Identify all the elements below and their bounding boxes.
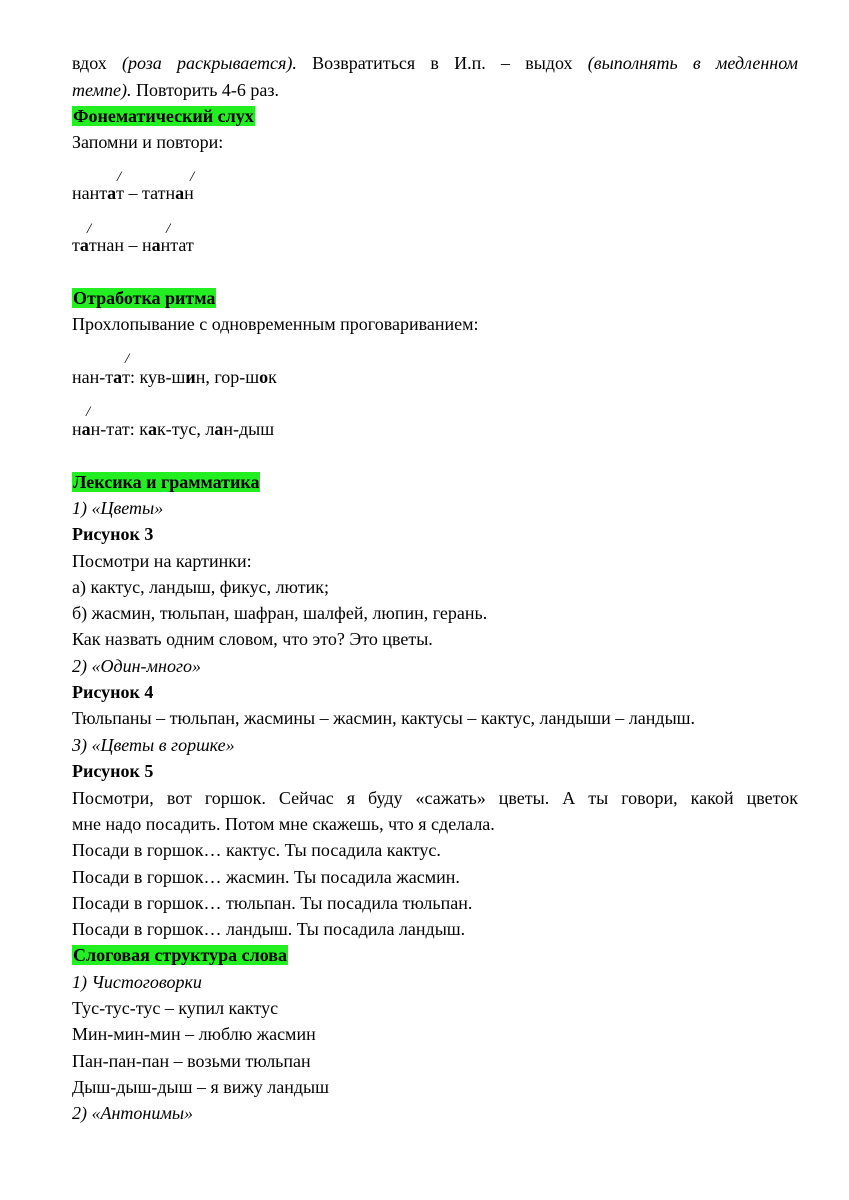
intro-text: вдох <box>72 53 122 73</box>
heading-text: Лексика и грамматика <box>73 472 260 492</box>
paragraph: Посмотри, вот горшок. Сейчас я буду «сажать» цветы. А ты говори, какой цветок <box>72 788 798 808</box>
stressed-vowel: а <box>151 235 161 255</box>
game-title: 2) «Один-много» <box>72 656 201 676</box>
paragraph: Посади в горшок… жасмин. Ты посадила жасмин. <box>72 867 460 887</box>
stressed-vowel: о <box>259 367 269 387</box>
paragraph: Посади в горшок… тюльпан. Ты посадила тюльпан. <box>72 893 473 913</box>
stressed-vowel: а <box>79 235 89 255</box>
list-item: б) жасмин, тюльпан, шафран, шалфей, люпин, герань. <box>72 603 488 623</box>
example-text: нтат <box>160 235 194 255</box>
heading-text: Отработка ритма <box>73 288 216 308</box>
paragraph: Как назвать одним словом, что это? Это цветы. <box>72 629 433 649</box>
figure-caption: Рисунок 3 <box>72 524 154 544</box>
intro-text: Повторить 4-6 раз. <box>131 80 279 100</box>
intro-italic: темпе). <box>72 80 132 100</box>
example-text: нан-т <box>72 367 114 387</box>
rhythm-instruction: Прохлопывание с одновременным проговариванием: <box>72 314 479 334</box>
figure-caption: Рисунок 5 <box>72 761 154 781</box>
game-title: 3) «Цветы в горшке» <box>72 735 235 755</box>
stressed-vowel: а <box>148 419 157 439</box>
tongue-twister: Тус-тус-тус – купил кактус <box>72 998 279 1018</box>
stressed-vowel: а <box>214 419 224 439</box>
stressed-vowel: а <box>107 183 117 203</box>
tongue-twister: Пан-пан-пан – возьми тюльпан <box>72 1051 311 1071</box>
example-text: т – татн <box>116 183 176 203</box>
intro-line-1 <box>72 52 798 74</box>
heading-text: Слоговая структура слова <box>73 945 288 965</box>
section-heading-lexicon <box>72 471 798 493</box>
section-heading-phonemic <box>72 105 798 127</box>
intro-text: Возвратиться в И.п. – выдох <box>296 53 588 73</box>
example-text: т: кув-ш <box>122 367 186 387</box>
rhythm-example-2 <box>72 418 798 440</box>
rhythm-example-1 <box>72 366 798 388</box>
phonemic-instruction: Запомни и повтори: <box>72 132 224 152</box>
stress-mark: / <box>166 221 171 237</box>
intro-italic: (роза раскрывается). <box>122 53 297 73</box>
paragraph: Посмотри на картинки: <box>72 551 252 571</box>
tongue-twister: Мин-мин-мин – люблю жасмин <box>72 1024 316 1044</box>
figure-caption: Рисунок 4 <box>72 682 154 702</box>
stress-mark: / <box>125 351 130 367</box>
example-text: тнан – н <box>88 235 152 255</box>
stressed-vowel: а <box>113 367 123 387</box>
list-item: а) кактус, ландыш, фикус, лютик; <box>72 577 330 597</box>
game-title: 1) «Цветы» <box>72 498 164 518</box>
stressed-vowel: и <box>185 367 196 387</box>
example-text: н-дыш <box>223 419 275 439</box>
paragraph: Посади в горшок… ландыш. Ты посадила ландыш. <box>72 919 466 939</box>
game-title: 2) «Антонимы» <box>72 1103 194 1123</box>
intro-italic: (выполнять в медленном <box>587 53 799 73</box>
stress-mark: / <box>190 169 195 185</box>
stress-mark: / <box>86 404 91 420</box>
game-title: 1) Чистоговорки <box>72 972 202 992</box>
phonemic-example-2 <box>72 234 798 256</box>
phonemic-example-1 <box>72 182 798 204</box>
tongue-twister: Дыш-дыш-дыш – я вижу ландыш <box>72 1077 330 1097</box>
paragraph: Тюльпаны – тюльпан, жасмины – жасмин, кактусы – кактус, ландыши – ландыш. <box>72 708 696 728</box>
example-text: н <box>72 419 82 439</box>
example-text: н <box>184 183 194 203</box>
intro-line-2 <box>72 79 798 101</box>
paragraph: мне надо посадить. Потом мне скажешь, что я сделала. <box>72 814 495 834</box>
stress-mark: / <box>117 169 122 185</box>
example-text: нант <box>72 183 108 203</box>
example-text: к-тус, л <box>157 419 215 439</box>
heading-text: Фонематический слух <box>73 106 254 126</box>
example-text: н-тат: к <box>90 419 148 439</box>
stressed-vowel: а <box>175 183 185 203</box>
paragraph: Посади в горшок… кактус. Ты посадила кактус. <box>72 840 441 860</box>
example-text: н, гор-ш <box>195 367 260 387</box>
section-heading-rhythm <box>72 287 798 309</box>
stress-mark: / <box>87 221 92 237</box>
section-heading-syllable <box>72 944 798 966</box>
example-text: к <box>268 367 277 387</box>
stressed-vowel: а <box>81 419 91 439</box>
example-text: т <box>72 235 80 255</box>
